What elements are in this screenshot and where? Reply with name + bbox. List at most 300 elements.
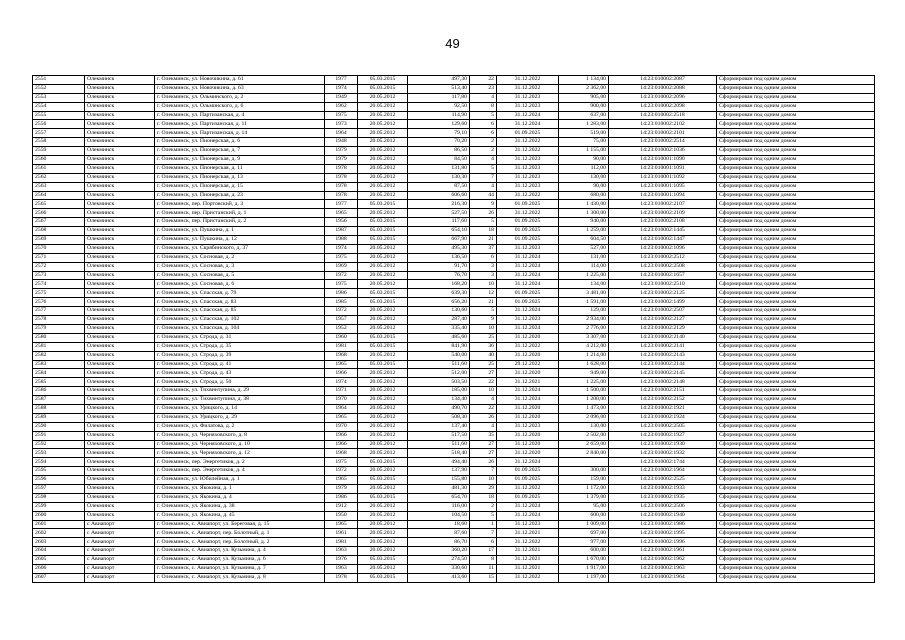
row-number-cell: 2585 [33,378,85,387]
cadastral-number-cell: 14:23:010002:2098 [609,102,717,111]
land-status-cell: Сформирован под одним домом [717,191,875,200]
residents-cell: 22 [470,378,497,387]
cadastral-number-cell: 14:23:010002:1940 [609,511,717,520]
address-cell: г. Олекминск, с. Авиапорт, ул. Кузьмина, д. 4 [155,547,325,556]
address-cell: г. Олекминск, ул. Пионерская, д. 15 [155,182,325,191]
land-status-cell: Сформирован под одним домом [717,173,875,182]
area-cell: 155,80 [408,476,470,485]
cadastral-number-cell: 14:23:010002:1445 [609,227,717,236]
land-status-cell: Сформирован под одним домом [717,244,875,253]
cadastral-number-cell: 14:23:010002:2125 [609,289,717,298]
deadline-cell: 31.12.2020 [497,440,559,449]
land-area-cell: 1 591,00 [559,298,609,307]
inclusion-date-cell: 05.03.2015 [358,342,408,351]
land-area-cell: 600,00 [559,511,609,520]
area-cell: 654,10 [408,227,470,236]
land-status-cell: Сформирован под одним домом [717,120,875,129]
settlement-cell: Олекминск [85,102,155,111]
settlement-cell: с Авиапорт [85,520,155,529]
land-area-cell: 2 934,00 [559,316,609,325]
residents-cell: 12 [470,289,497,298]
settlement-cell: Олекминск [85,440,155,449]
land-status-cell: Сформирован под одним домом [717,431,875,440]
deadline-cell: 01.09.2025 [497,129,559,138]
table-row [33,93,875,102]
deadline-cell: 31.12.2020 [497,449,559,458]
row-number-cell: 2595 [33,467,85,476]
year-cell: 1962 [325,102,358,111]
year-cell: 1912 [325,502,358,511]
address-cell: г. Олекминск, с. Авиапорт, ул. Кузьмина, д. 8 [155,573,325,582]
housing-register-table [32,75,875,583]
address-cell: г. Олекминск, ул. Скрябинского, д. 37 [155,244,325,253]
land-area-cell: 697,00 [559,529,609,538]
year-cell: 1965 [325,360,358,369]
area-cell: 512,00 [408,369,470,378]
table-row [33,458,875,467]
land-area-cell: 2 840,00 [559,449,609,458]
table-row [33,76,875,85]
table-row [33,556,875,565]
land-status-cell: Сформирован под одним домом [717,236,875,245]
land-area-cell: 1 670,00 [559,556,609,565]
land-status-cell: Сформирован под одним домом [717,369,875,378]
land-area-cell: 2 096,00 [559,413,609,422]
row-number-cell: 2606 [33,564,85,573]
inclusion-date-cell: 20.05.2012 [358,129,408,138]
year-cell: 1973 [325,120,358,129]
cadastral-number-cell: 14:23:010002:1995 [609,529,717,538]
address-cell: г. Олекминск, ул. Урицкого, д. 14 [155,404,325,413]
row-number-cell: 2552 [33,84,85,93]
land-status-cell: Сформирован под одним домом [717,449,875,458]
address-cell: г. Олекминск, ул. Строда, д. 35 [155,342,325,351]
land-area-cell: 1 172,00 [559,484,609,493]
residents-cell: 37 [470,244,497,253]
residents-cell: 7 [470,173,497,182]
land-area-cell: 1 917,00 [559,564,609,573]
cadastral-number-cell: 14:23:010002:2508 [609,262,717,271]
area-cell: 518,40 [408,449,470,458]
area-cell: 494,40 [408,458,470,467]
row-number-cell: 2563 [33,182,85,191]
year-cell: 1965 [325,476,358,485]
deadline-cell: 31.12.2022 [497,84,559,93]
residents-cell: 4 [470,396,497,405]
settlement-cell: Олекминск [85,209,155,218]
address-cell: г. Олекминск, ул. Сосновая, д. 5 [155,271,325,280]
deadline-cell: 31.12.2021 [497,547,559,556]
land-area-cell: 1 214,00 [559,351,609,360]
land-area-cell: 2 502,00 [559,431,609,440]
settlement-cell: Олекминск [85,387,155,396]
year-cell: 1965 [325,520,358,529]
residents-cell: 4 [470,156,497,165]
land-status-cell: Сформирован под одним домом [717,102,875,111]
area-cell: 606,60 [408,191,470,200]
year-cell: 1975 [325,458,358,467]
inclusion-date-cell: 20.05.2012 [358,449,408,458]
land-area-cell: 1 009,00 [559,520,609,529]
residents-cell: 27 [470,369,497,378]
land-area-cell: 90,00 [559,182,609,191]
inclusion-date-cell: 20.05.2012 [358,378,408,387]
land-status-cell: Сформирован под одним домом [717,316,875,325]
inclusion-date-cell: 20.05.2012 [358,484,408,493]
land-status-cell: Сформирован под одним домом [717,138,875,147]
land-status-cell: Сформирован под одним домом [717,396,875,405]
land-area-cell: 977,00 [559,538,609,547]
land-status-cell: Сформирован под одним домом [717,404,875,413]
inclusion-date-cell: 05.03.2015 [358,289,408,298]
deadline-cell: 31.12.2024 [497,324,559,333]
deadline-cell: 31.12.2021 [497,564,559,573]
cadastral-number-cell: 14:23:010002:1961 [609,547,717,556]
area-cell: 841,90 [408,342,470,351]
residents-cell: 5 [470,511,497,520]
row-number-cell: 2570 [33,244,85,253]
year-cell: 1948 [325,138,358,147]
area-cell: 87,60 [408,529,470,538]
deadline-cell: 31.12.2021 [497,378,559,387]
land-area-cell: 1 225,00 [559,271,609,280]
address-cell: г. Олекминск, ул. Пушкина, д. 1 [155,227,325,236]
row-number-cell: 2571 [33,253,85,262]
land-area-cell: 1 430,00 [559,200,609,209]
land-status-cell: Сформирован под одним домом [717,529,875,538]
land-area-cell: 900,00 [559,102,609,111]
cadastral-number-cell: 14:23:010002:1963 [609,564,717,573]
land-status-cell: Сформирован под одним домом [717,547,875,556]
area-cell: 216,30 [408,200,470,209]
deadline-cell: 31.12.2024 [497,253,559,262]
cadastral-number-cell: 14:23:010002:2127 [609,316,717,325]
row-number-cell: 2567 [33,218,85,227]
area-cell: 137,40 [408,422,470,431]
settlement-cell: Олекминск [85,431,155,440]
area-cell: 287,40 [408,316,470,325]
area-cell: 130,30 [408,173,470,182]
row-number-cell: 2551 [33,76,85,85]
settlement-cell: Олекминск [85,138,155,147]
row-number-cell: 2586 [33,387,85,396]
inclusion-date-cell: 05.03.2015 [358,493,408,502]
land-area-cell: 130,00 [559,422,609,431]
deadline-cell: 31.12.2024 [497,111,559,120]
residents-cell: 22 [470,76,497,85]
inclusion-date-cell: 20.05.2012 [358,120,408,129]
row-number-cell: 2588 [33,404,85,413]
deadline-cell: 31.12.2023 [497,173,559,182]
land-status-cell: Сформирован под одним домом [717,413,875,422]
land-status-cell: Сформирован под одним домом [717,200,875,209]
row-number-cell: 2587 [33,396,85,405]
inclusion-date-cell: 20.05.2012 [358,422,408,431]
table-row [33,200,875,209]
table-row [33,298,875,307]
address-cell: г. Олекминск, пер. Пристанский, д. 2 [155,218,325,227]
year-cell: 1979 [325,156,358,165]
inclusion-date-cell: 20.05.2012 [358,271,408,280]
land-area-cell: 1 628,00 [559,360,609,369]
year-cell: 1978 [325,573,358,582]
land-area-cell: 680,00 [559,191,609,200]
table-row [33,289,875,298]
cadastral-number-cell: 14:23:010002:1447 [609,236,717,245]
address-cell: г. Олекминск, ул. Пионерская, д. 13 [155,173,325,182]
land-status-cell: Сформирован под одним домом [717,476,875,485]
area-cell: 168,20 [408,280,470,289]
year-cell: 1952 [325,324,358,333]
cadastral-number-cell: 14:23:010002:2151 [609,387,717,396]
table-row [33,369,875,378]
row-number-cell: 2599 [33,502,85,511]
cadastral-number-cell: 14:23:010002:2141 [609,342,717,351]
area-cell: 485,60 [408,333,470,342]
address-cell: г. Олекминск, ул. Партизанская, д. 4 [155,111,325,120]
deadline-cell: 31.12.2024 [497,271,559,280]
table-row [33,404,875,413]
residents-cell: 18 [470,227,497,236]
land-status-cell: Сформирован под одним домом [717,209,875,218]
address-cell: г. Олекминск, ул. Спасская, д. 102 [155,316,325,325]
inclusion-date-cell: 20.05.2012 [358,324,408,333]
row-number-cell: 2558 [33,138,85,147]
address-cell: г. Олекминск, ул. Юбилейная, д. 1 [155,476,325,485]
year-cell: 1979 [325,147,358,156]
year-cell: 1975 [325,280,358,289]
address-cell: г. Олекминск, ул. Тихвинтупина, д. 29 [155,387,325,396]
table-row [33,476,875,485]
inclusion-date-cell: 05.03.2015 [358,200,408,209]
deadline-cell: 31.12.2024 [497,502,559,511]
table-row [33,271,875,280]
year-cell: 1968 [325,351,358,360]
residents-cell: 40 [470,351,497,360]
area-cell: 130,60 [408,307,470,316]
inclusion-date-cell: 05.03.2015 [358,556,408,565]
land-status-cell: Сформирован под одним домом [717,218,875,227]
settlement-cell: Олекминск [85,502,155,511]
row-number-cell: 2572 [33,262,85,271]
residents-cell: 26 [470,209,497,218]
land-status-cell: Сформирован под одним домом [717,387,875,396]
address-cell: г. Олекминск, ул. Спасская, д. 79 [155,289,325,298]
land-area-cell: 2 659,00 [559,440,609,449]
year-cell: 1968 [325,449,358,458]
area-cell: 134,40 [408,396,470,405]
address-cell: г. Олекминск, ул. Черняховского, д. 12 [155,449,325,458]
cadastral-number-cell: 14:23:010002:1964 [609,467,717,476]
land-status-cell: Сформирован под одним домом [717,351,875,360]
residents-cell: 36 [470,342,497,351]
settlement-cell: Олекминск [85,396,155,405]
cadastral-number-cell: 14:23:010002:1935 [609,493,717,502]
year-cell: 1964 [325,129,358,138]
deadline-cell: 31.12.2023 [497,316,559,325]
cadastral-number-cell: 14:23:010002:1657 [609,271,717,280]
settlement-cell: Олекминск [85,413,155,422]
row-number-cell: 2559 [33,147,85,156]
land-area-cell: 129,00 [559,307,609,316]
settlement-cell: Олекминск [85,262,155,271]
residents-cell: 26 [470,458,497,467]
inclusion-date-cell: 20.05.2012 [358,369,408,378]
deadline-cell: 31.12.2020 [497,413,559,422]
table-row [33,156,875,165]
cadastral-number-cell: 14:23:010002:2148 [609,378,717,387]
inclusion-date-cell: 05.03.2015 [358,227,408,236]
table-row [33,547,875,556]
land-area-cell: 527,00 [559,244,609,253]
settlement-cell: Олекминск [85,236,155,245]
row-number-cell: 2602 [33,529,85,538]
deadline-cell: 31.12.2022 [497,147,559,156]
deadline-cell: 01.09.2025 [497,493,559,502]
land-area-cell: 134,00 [559,280,609,289]
land-status-cell: Сформирован под одним домом [717,298,875,307]
deadline-cell: 31.12.2023 [497,102,559,111]
residents-cell: 7 [470,467,497,476]
settlement-cell: Олекминск [85,93,155,102]
address-cell: г. Олекминск, ул. Сосновая, д. 6 [155,280,325,289]
table-row [33,449,875,458]
residents-cell: 21 [470,236,497,245]
table-row [33,564,875,573]
inclusion-date-cell: 20.05.2012 [358,102,408,111]
inclusion-date-cell: 20.05.2012 [358,413,408,422]
area-cell: 137,90 [408,467,470,476]
row-number-cell: 2566 [33,209,85,218]
table-row [33,529,875,538]
inclusion-date-cell: 20.05.2012 [358,396,408,405]
year-cell: 1981 [325,342,358,351]
deadline-cell: 31.12.2021 [497,556,559,565]
residents-cell: 5 [470,218,497,227]
address-cell: г. Олекминск, ул. Строда, д. 31 [155,333,325,342]
inclusion-date-cell: 05.03.2015 [358,84,408,93]
land-status-cell: Сформирован под одним домом [717,280,875,289]
cadastral-number-cell: 14:23:010002:2518 [609,111,717,120]
address-cell: г. Олекминск, ул. Спасская, д. 83 [155,298,325,307]
address-cell: г. Олекминск, ул. Строда, д. 39 [155,351,325,360]
cadastral-number-cell: 14:23:010002:1986 [609,520,717,529]
land-area-cell: 300,00 [559,467,609,476]
deadline-cell: 31.12.2024 [497,458,559,467]
area-cell: 116,00 [408,502,470,511]
area-cell: 503,50 [408,378,470,387]
cadastral-number-cell: 14:23:010002:2109 [609,209,717,218]
year-cell: 1978 [325,164,358,173]
settlement-cell: Олекминск [85,333,155,342]
land-status-cell: Сформирован под одним домом [717,156,875,165]
table-row [33,360,875,369]
land-area-cell: 114,00 [559,262,609,271]
land-area-cell: 95,00 [559,502,609,511]
address-cell: г. Олекминск, пер. Энергетиков, д. 4 [155,467,325,476]
inclusion-date-cell: 20.05.2012 [358,182,408,191]
year-cell: 1971 [325,387,358,396]
deadline-cell: 01.09.2025 [497,218,559,227]
row-number-cell: 2562 [33,173,85,182]
row-number-cell: 2607 [33,573,85,582]
land-area-cell: 1 379,00 [559,493,609,502]
settlement-cell: Олекминск [85,227,155,236]
settlement-cell: Олекминск [85,493,155,502]
residents-cell: 3 [470,262,497,271]
address-cell: г. Олекминск, с. Авиапорт, ул. Кузьмина, д. 6 [155,556,325,565]
inclusion-date-cell: 05.03.2015 [358,360,408,369]
inclusion-date-cell: 20.05.2012 [358,93,408,102]
residents-cell: 2 [470,147,497,156]
row-number-cell: 2584 [33,369,85,378]
address-cell: г. Олекминск, ул. Ольминского, д. 2 [155,93,325,102]
year-cell: 1986 [325,493,358,502]
row-number-cell: 2589 [33,413,85,422]
cadastral-number-cell: 14:23:010002:2140 [609,333,717,342]
deadline-cell: 31.12.2024 [497,511,559,520]
table-row [33,147,875,156]
row-number-cell: 2569 [33,236,85,245]
residents-cell: 6 [470,120,497,129]
land-area-cell: 131,00 [559,253,609,262]
year-cell: 1974 [325,84,358,93]
year-cell: 1981 [325,538,358,547]
cadastral-number-cell: 14:23:010002:2087 [609,76,717,85]
land-area-cell: 519,00 [559,129,609,138]
land-area-cell: 949,00 [559,369,609,378]
land-status-cell: Сформирован под одним домом [717,164,875,173]
row-number-cell: 2604 [33,547,85,556]
address-cell: г. Олекминск, ул. Новочикина, д. 63 [155,84,325,93]
table-row [33,440,875,449]
table-row [33,164,875,173]
land-area-cell: 600,00 [559,547,609,556]
area-cell: 497,30 [408,76,470,85]
land-status-cell: Сформирован под одним домом [717,227,875,236]
area-cell: 335,40 [408,324,470,333]
cadastral-number-cell: 14:23:010002:1932 [609,449,717,458]
year-cell: 1963 [325,564,358,573]
residents-cell: 35 [470,431,497,440]
residents-cell: 17 [470,547,497,556]
address-cell: г. Олекминск, ул. Партизанская, д. 14 [155,129,325,138]
deadline-cell: 31.12.2024 [497,307,559,316]
settlement-cell: Олекминск [85,244,155,253]
address-cell: г. Олекминск, ул. Партизанская, д. 11 [155,120,325,129]
cadastral-number-cell: 14:23:010001:1090 [609,156,717,165]
address-cell: г. Олекминск, ул. Строда, д. 43 [155,369,325,378]
residents-cell: 18 [470,493,497,502]
deadline-cell: 31.12.2022 [497,209,559,218]
residents-cell: 2 [470,138,497,147]
table-row [33,467,875,476]
address-cell: г. Олекминск, с. Авиапорт, ул. Береговая, д. 15 [155,520,325,529]
area-cell: 413,60 [408,573,470,582]
table-row [33,129,875,138]
row-number-cell: 2582 [33,351,85,360]
deadline-cell: 01.09.2025 [497,236,559,245]
deadline-cell: 31.12.2022 [497,138,559,147]
table-row [33,182,875,191]
land-area-cell: 1 155,00 [559,147,609,156]
cadastral-number-cell: 14:23:010002:1921 [609,404,717,413]
deadline-cell: 31.12.2020 [497,404,559,413]
table-body [33,76,875,583]
address-cell: г. Олекминск, ул. Спасская, д. 85 [155,307,325,316]
year-cell: 1988 [325,236,358,245]
land-status-cell: Сформирован под одним домом [717,502,875,511]
